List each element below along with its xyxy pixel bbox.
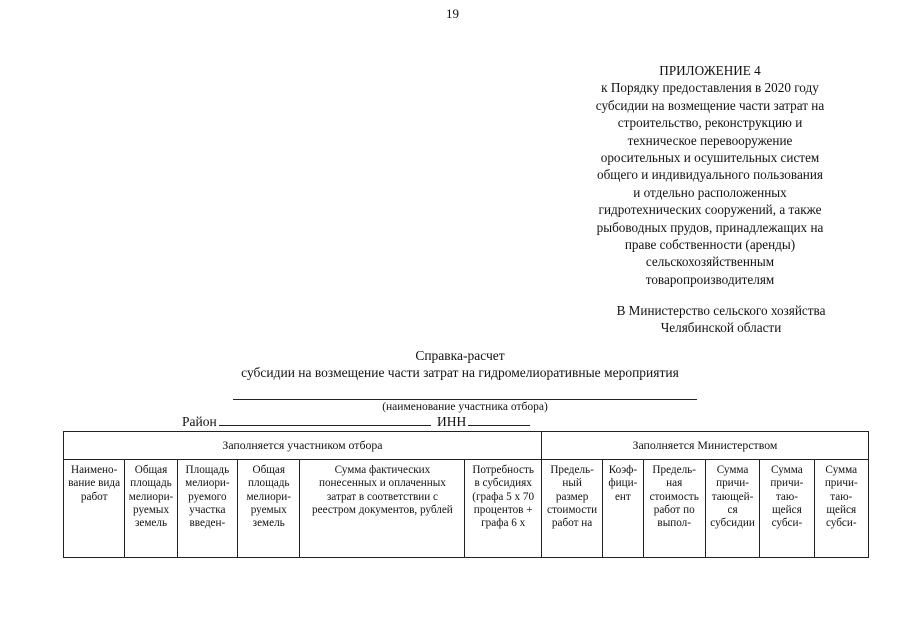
appendix-line: оросительных и осушительных систем	[600, 150, 820, 166]
column-header: Предель- ная стоимость работ по выпол-	[643, 460, 705, 558]
addressee-line: Челябинской области	[660, 320, 782, 336]
document-title	[160, 347, 760, 381]
participant-name-caption: (наименование участника отбора)	[382, 401, 548, 413]
appendix-line: рыбоводных прудов, принадлежащих на	[596, 219, 824, 235]
inn-row	[437, 413, 530, 430]
appendix-line: строительство, реконструкцию и	[617, 115, 803, 131]
column-header: Сумма фактических понесенных и оплаченных затрат в соответствии с реестром документов, рублей	[300, 460, 465, 558]
table-group-row	[64, 432, 869, 460]
document-title-subtitle: субсидии на возмещение части затрат на гидромелиоративные мероприятия	[241, 365, 679, 380]
column-header: Сумма причи- таю- щейся субси-	[760, 460, 814, 558]
column-header: Сумма причи- таю- щейся субси-	[814, 460, 868, 558]
appendix-line: к Порядку предоставления в 2020 году	[601, 80, 819, 96]
document-title-main: Справка-расчет	[415, 348, 505, 363]
inn-field[interactable]	[468, 413, 530, 426]
page-number: 19	[446, 6, 459, 21]
column-header: Коэф- фици- ент	[603, 460, 643, 558]
calculation-table	[63, 431, 869, 558]
column-header: Сумма причи- тающей- ся субсидии	[705, 460, 759, 558]
appendix-block	[574, 62, 846, 288]
column-header: Общая площадь мелиори- руемых земель	[125, 460, 177, 558]
column-header: Площадь мелиори- руемого участка введен-	[177, 460, 237, 558]
appendix-line: праве собственности (аренды)	[624, 237, 796, 253]
column-header: Потребность в субсидиях (графа 5 х 70 процентов + графа 6 х	[465, 460, 541, 558]
column-header: Общая площадь мелиори- руемых земель	[238, 460, 300, 558]
appendix-title: ПРИЛОЖЕНИЕ 4	[659, 63, 761, 78]
appendix-line: техническое перевооружение	[627, 132, 793, 148]
appendix-line: и отдельно расположенных	[633, 184, 787, 200]
group-header-ministry: Заполняется Министерством	[541, 432, 868, 460]
district-label: Район	[182, 414, 217, 429]
table-header-row	[64, 460, 869, 558]
inn-label: ИНН	[437, 414, 467, 429]
column-header: Наимено- вание вида работ	[64, 460, 125, 558]
district-field[interactable]	[219, 413, 431, 426]
group-header-participant: Заполняется участником отбора	[64, 432, 542, 460]
participant-name-field[interactable]	[233, 399, 697, 400]
district-row	[182, 413, 431, 430]
appendix-line: гидротехнических сооружений, а также	[598, 202, 822, 218]
appendix-line: общего и индивидуального пользования	[596, 167, 823, 183]
addressee-block	[590, 302, 852, 337]
appendix-line: субсидии на возмещение части затрат на	[595, 97, 825, 113]
appendix-line: сельскохозяйственным	[645, 254, 775, 270]
column-header: Предель- ный размер стоимости работ на	[541, 460, 602, 558]
appendix-line: товаропроизводителям	[645, 271, 775, 287]
addressee-line: В Министерство сельского хозяйства	[616, 303, 826, 318]
